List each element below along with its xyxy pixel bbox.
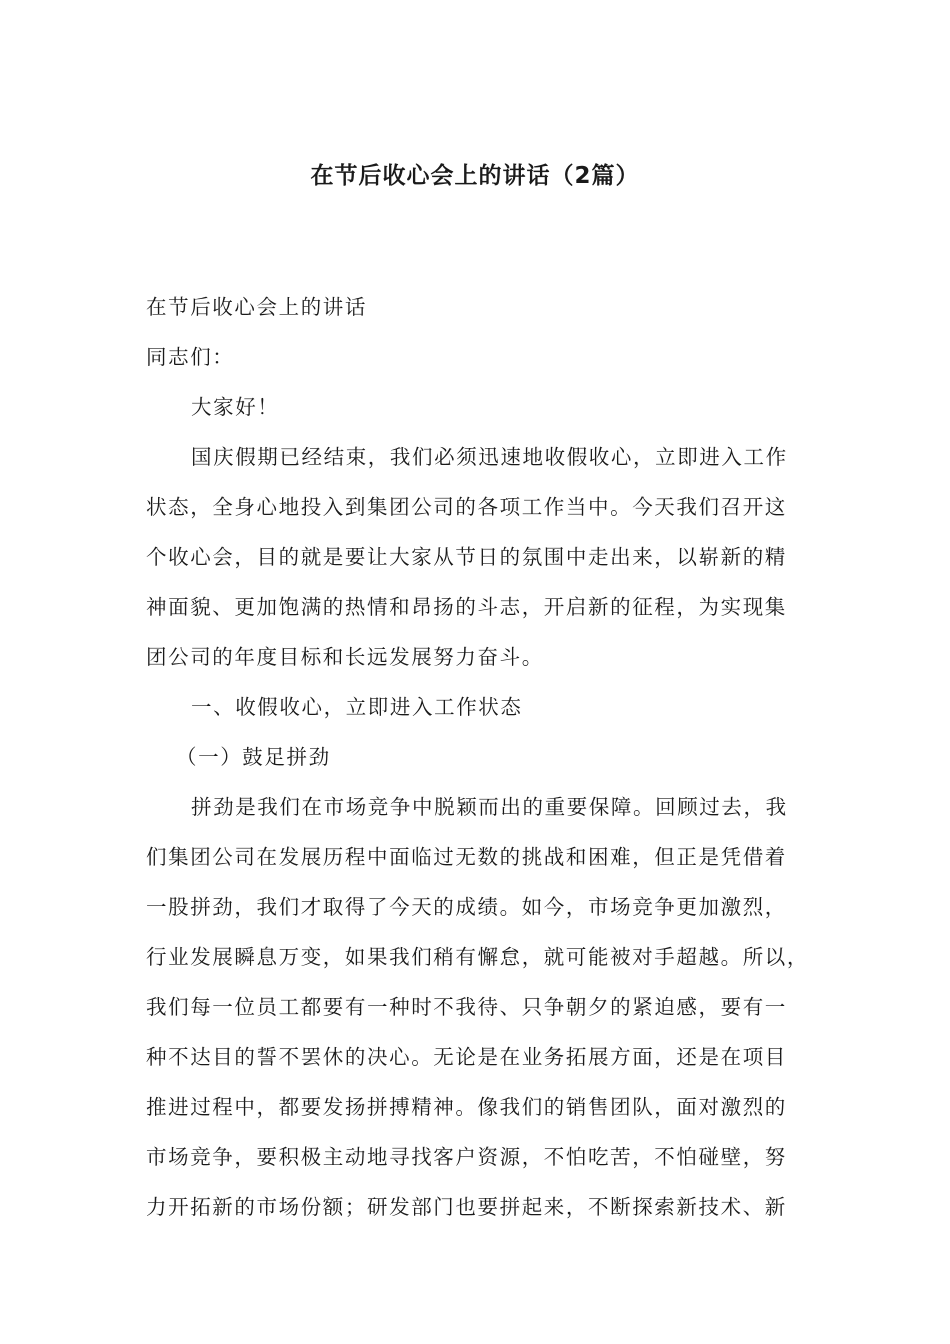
text-line: 状态，全身心地投入到集团公司的各项工作当中。今天我们召开这	[146, 495, 787, 519]
text-line: 种不达目的誓不罢休的决心。无论是在业务拓展方面，还是在项目	[146, 1045, 787, 1069]
text-line: 市场竞争，要积极主动地寻找客户资源，不怕吃苦，不怕碰壁，努	[146, 1145, 787, 1169]
text-line: 同志们：	[146, 345, 235, 369]
text-line: 一股拼劲，我们才取得了今天的成绩。如今，市场竞争更加激烈，	[146, 895, 787, 919]
text-line: （一）鼓足拼劲	[176, 745, 331, 769]
text-line: 们集团公司在发展历程中面临过无数的挑战和困难，但正是凭借着	[146, 845, 787, 869]
text-line: 我们每一位员工都要有一种时不我待、只争朝夕的紧迫感，要有一	[146, 995, 787, 1019]
document-title: 在节后收心会上的讲话（2篇）	[310, 163, 640, 189]
text-line: 团公司的年度目标和长远发展努力奋斗。	[146, 645, 544, 669]
text-line: 推进过程中，都要发扬拼搏精神。像我们的销售团队，面对激烈的	[146, 1095, 787, 1119]
text-line: 神面貌、更加饱满的热情和昂扬的斗志，开启新的征程，为实现集	[146, 595, 787, 619]
text-line: 力开拓新的市场份额；研发部门也要拼起来，不断探索新技术、新	[146, 1195, 787, 1219]
text-line: 拼劲是我们在市场竞争中脱颖而出的重要保障。回顾过去，我	[191, 795, 788, 819]
text-line: 在节后收心会上的讲话	[146, 295, 367, 319]
text-line: 个收心会，目的就是要让大家从节日的氛围中走出来，以崭新的精	[146, 545, 787, 569]
text-line: 国庆假期已经结束，我们必须迅速地收假收心，立即进入工作	[191, 445, 788, 469]
document-body	[146, 282, 822, 1232]
text-line: 行业发展瞬息万变，如果我们稍有懈怠，就可能被对手超越。所以，	[146, 945, 809, 969]
text-line: 大家好！	[191, 395, 280, 419]
text-line: 一、收假收心，立即进入工作状态	[191, 695, 523, 719]
